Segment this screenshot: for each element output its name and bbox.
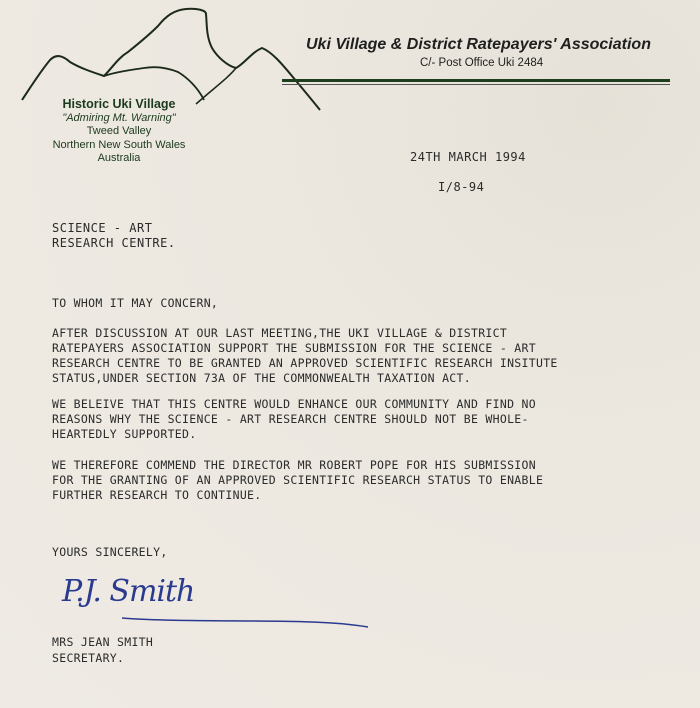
body-paragraph: WE BELEIVE THAT THIS CENTRE WOULD ENHANCE OUR COMMUNITY AND FIND NO REASONS WHY THE SCIENCE - ART RESEARCH CENTRE SHOULD NOT BE WHOLE- HEARTEDLY SUPPORTED. — [52, 397, 536, 441]
letter-date: 24TH MARCH 1994 — [410, 150, 526, 164]
village-motto: "Admiring Mt. Warning" — [62, 111, 176, 124]
village-line: Australia — [97, 152, 141, 164]
addressee-line: SCIENCE - ART — [52, 221, 153, 235]
salutation: TO WHOM IT MAY CONCERN, — [52, 296, 219, 310]
signature — [52, 570, 382, 636]
signer-name: MRS JEAN SMITH — [52, 635, 154, 649]
body-paragraph: WE THEREFORE COMMEND THE DIRECTOR MR ROBERT POPE FOR HIS SUBMISSION FOR THE GRANTING OF AN APPROVED SCIENTIFIC RESEARCH STATUS TO ENABLE FURTHER RESEARCH TO CONTINUE. — [52, 458, 544, 502]
organization-address: C/- Post Office Uki 2484 — [420, 57, 544, 69]
signer-title: SECRETARY. — [52, 651, 125, 665]
letterhead-rule — [282, 79, 670, 82]
village-block — [44, 98, 194, 166]
letter-reference: I/8-94 — [438, 180, 485, 194]
signature-text: P.J. Smith — [62, 574, 195, 609]
village-line: Tweed Valley — [86, 125, 152, 137]
signer-block — [52, 634, 153, 666]
village-line: Northern New South Wales — [52, 138, 186, 151]
closing: YOURS SINCERELY, — [52, 545, 168, 559]
addressee-line: RESEARCH CENTRE. — [52, 236, 176, 250]
addressee — [52, 221, 176, 251]
organization-name: Uki Village & District Ratepayers' Association — [306, 36, 651, 53]
letterhead-rule-thin — [282, 84, 670, 85]
body-paragraph: AFTER DISCUSSION AT OUR LAST MEETING,THE UKI VILLAGE & DISTRICT RATEPAYERS ASSOCIATION SUPPORT THE SUBMISSION FOR THE SCIENCE - ART RESEARCH CENTRE TO BE GRANTED AN APPROVED SCIENTIFIC RESEARCH INSITUTE STATUS,UNDER SECTION 73A OF THE COMMONWEALTH TAXATION ACT. — [52, 326, 558, 385]
village-title: Historic Uki Village — [62, 97, 176, 111]
